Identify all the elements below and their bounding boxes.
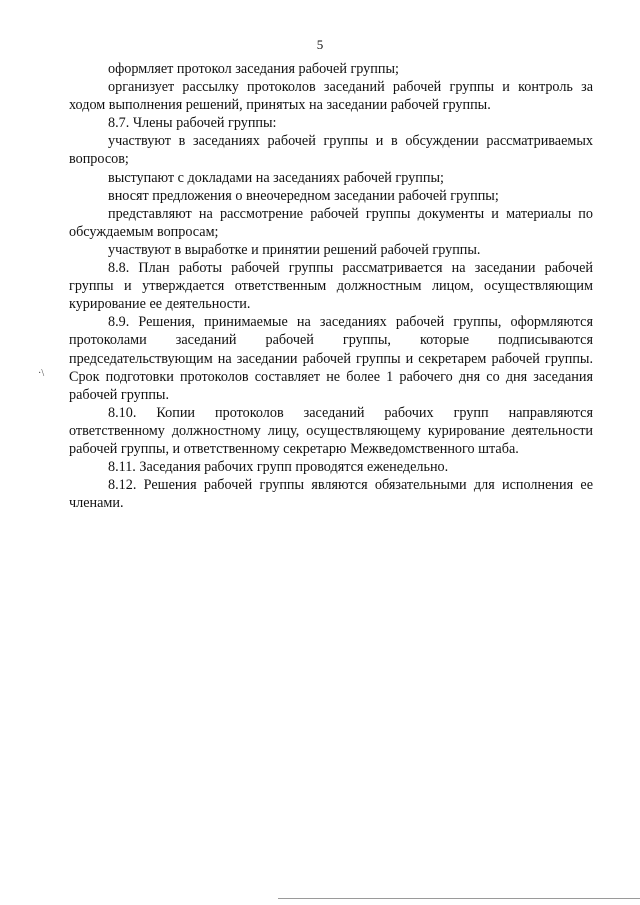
paragraph: 8.10. Копии протоколов заседаний рабочих групп направляются ответственному должностному лицу, осуществляющему курирование деятельности рабочей группы, и ответственному секретарю Межведомственного штаба. [69, 404, 593, 457]
document-body [69, 60, 593, 512]
page-number: 5 [316, 37, 324, 52]
paragraph: представляют на рассмотрение рабочей группы документы и материалы по обсуждаемым вопросам; [69, 205, 593, 240]
paragraph: вносят предложения о внеочередном заседании рабочей группы; [108, 187, 499, 204]
paragraph: участвуют в выработке и принятии решений рабочей группы. [108, 241, 481, 258]
paragraph: 8.8. План работы рабочей группы рассматривается на заседании рабочей группы и утверждается ответственным должностным лицом, осуществляющим курирование ее деятельности. [69, 260, 593, 313]
paragraph: выступают с докладами на заседаниях рабочей группы; [108, 169, 444, 186]
paragraph: 8.7. Члены рабочей группы: [108, 115, 277, 132]
scan-mark: ·\ [38, 368, 45, 379]
paragraph: 8.12. Решения рабочей группы являются обязательными для исполнения ее членами. [69, 477, 593, 512]
paragraph: 8.9. Решения, принимаемые на заседаниях рабочей группы, оформляются протоколами заседаний рабочей группы, которые подписываются председательствующим на заседании рабочей группы и секретарем рабочей группы. Срок подготовки протоколов составляет не более 1 рабочего дня со дня заседания рабочей группы. [69, 314, 593, 403]
scan-edge-line [278, 898, 640, 899]
paragraph: оформляет протокол заседания рабочей группы; [108, 61, 399, 77]
paragraph: участвуют в заседаниях рабочей группы и в обсуждении рассматриваемых вопросов; [69, 133, 593, 168]
paragraph: 8.11. Заседания рабочих групп проводятся еженедельно. [108, 459, 449, 476]
paragraph: организует рассылку протоколов заседаний рабочей группы и контроль за ходом выполнения решений, принятых на заседании рабочей группы. [69, 79, 593, 114]
